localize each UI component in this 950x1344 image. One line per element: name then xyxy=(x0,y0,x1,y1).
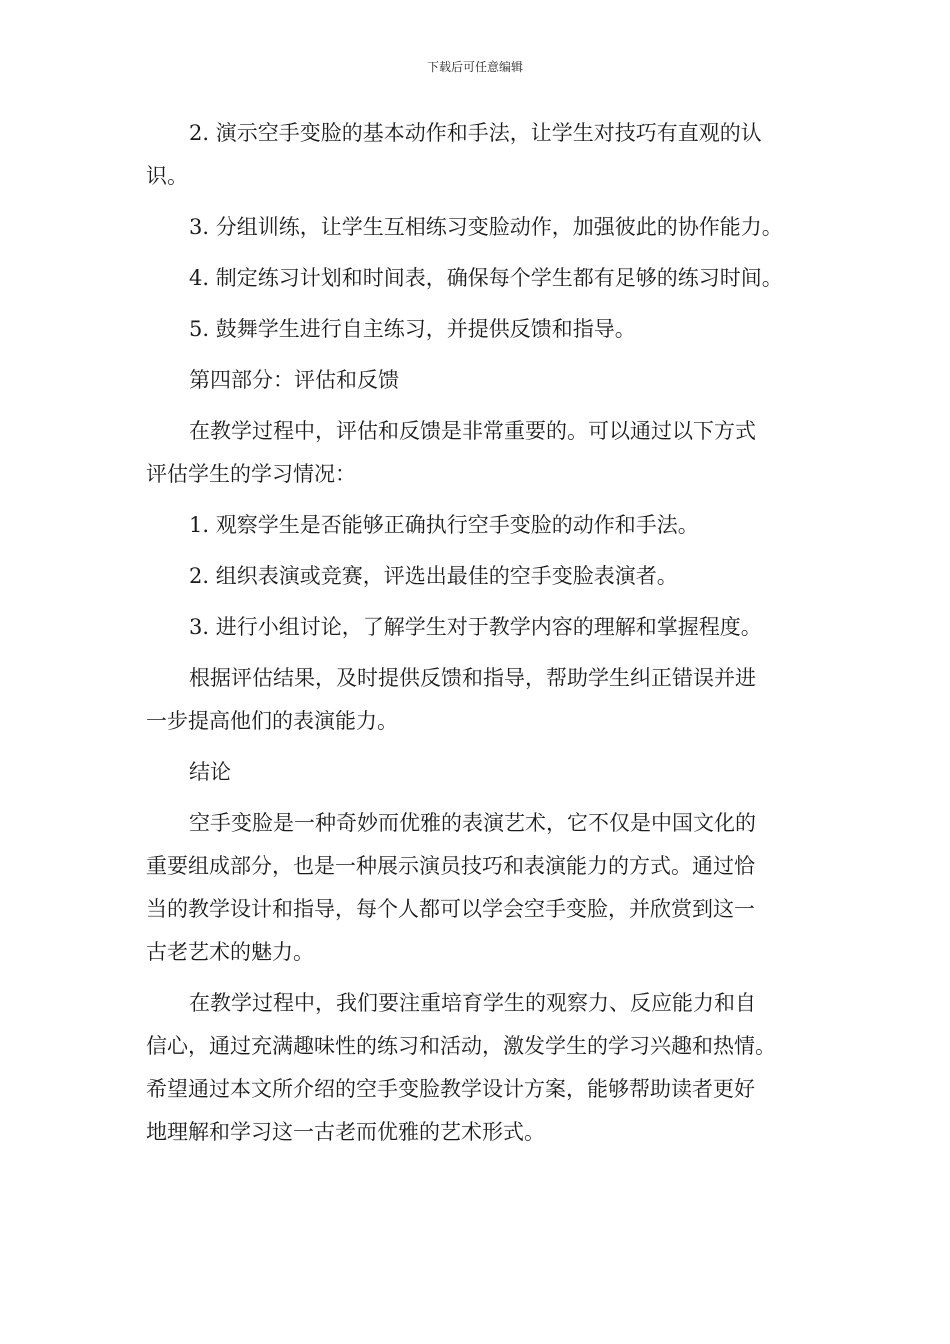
paragraph-line: 在教学过程中，我们要注重培育学生的观察力、反应能力和自 xyxy=(189,991,756,1015)
paragraph-eval-item-2 xyxy=(146,555,826,598)
paragraph-line: 希望通过本文所介绍的空手变脸教学设计方案，能够帮助读者更好 xyxy=(146,1077,755,1101)
paragraph-line: 一步提高他们的表演能力。 xyxy=(146,709,398,733)
document-body xyxy=(146,112,826,1154)
section-heading: 第四部分：评估和反馈 xyxy=(189,368,399,392)
section-heading: 结论 xyxy=(189,760,231,784)
paragraph-line: 3. 进行小组讨论，了解学生对于教学内容的理解和掌握程度。 xyxy=(189,615,762,639)
paragraph-feedback xyxy=(146,657,826,743)
paragraph-line: 根据评估结果，及时提供反馈和指导，帮助学生纠正错误并进 xyxy=(189,666,756,690)
paragraph-line: 当的教学设计和指导，每个人都可以学会空手变脸，并欣赏到这一 xyxy=(146,897,755,921)
paragraph-step-4-schedule xyxy=(146,257,826,300)
paragraph-line: 识。 xyxy=(146,164,188,188)
paragraph-line: 信心，通过充满趣味性的练习和活动，激发学生的学习兴趣和热情。 xyxy=(146,1034,776,1058)
paragraph-line: 空手变脸是一种奇妙而优雅的表演艺术，它不仅是中国文化的 xyxy=(189,811,756,835)
paragraph-step-5-self-practice xyxy=(146,308,826,351)
paragraph-evaluation-intro xyxy=(146,410,826,496)
paragraph-line: 2. 组织表演或竞赛，评选出最佳的空手变脸表演者。 xyxy=(189,564,678,588)
paragraph-eval-item-1 xyxy=(146,504,826,547)
paragraph-line: 地理解和学习这一古老而优雅的艺术形式。 xyxy=(146,1120,545,1144)
paragraph-line: 3. 分组训练，让学生互相练习变脸动作，加强彼此的协作能力。 xyxy=(189,215,783,239)
paragraph-line: 重要组成部分，也是一种展示演员技巧和表演能力的方式。通过恰 xyxy=(146,854,755,878)
paragraph-line: 4. 制定练习计划和时间表，确保每个学生都有足够的练习时间。 xyxy=(189,266,783,290)
paragraph-eval-item-3 xyxy=(146,606,826,649)
paragraph-conclusion-1 xyxy=(146,802,826,974)
paragraph-line: 2. 演示空手变脸的基本动作和手法，让学生对技巧有直观的认 xyxy=(189,121,762,145)
paragraph-line: 在教学过程中，评估和反馈是非常重要的。可以通过以下方式 xyxy=(189,419,756,443)
section-heading-conclusion xyxy=(146,751,826,794)
paragraph-line: 评估学生的学习情况： xyxy=(146,462,356,486)
paragraph-line: 1. 观察学生是否能够正确执行空手变脸的动作和手法。 xyxy=(189,513,699,537)
paragraph-step-3-group-training xyxy=(146,206,826,249)
paragraph-line: 古老艺术的魅力。 xyxy=(146,940,314,964)
paragraph-step-2-demo xyxy=(146,112,826,198)
section-heading-part-four xyxy=(146,359,826,402)
paragraph-line: 5. 鼓舞学生进行自主练习，并提供反馈和指导。 xyxy=(189,317,636,341)
paragraph-conclusion-2 xyxy=(146,982,826,1154)
page-header: 下载后可任意编辑 xyxy=(426,60,523,74)
